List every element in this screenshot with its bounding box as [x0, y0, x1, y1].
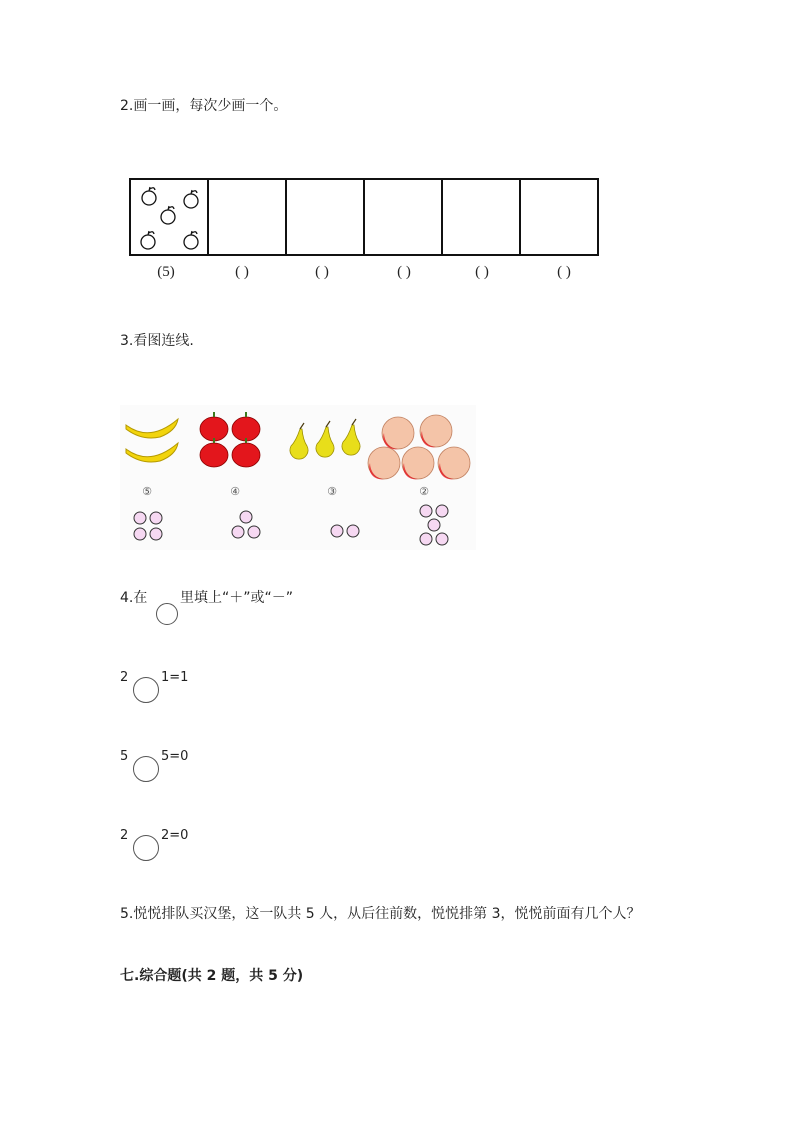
number-label-3: ③ [327, 485, 337, 498]
cell-label-3[interactable]: ( ) [315, 264, 329, 280]
q5-text: 5.悦悦排队买汉堡，这一队共 5 人，从后往前数，悦悦排第 3，悦悦前面有几个人？ [120, 906, 641, 922]
drawing-cell-5[interactable] [443, 180, 521, 254]
number-label-4: ② [419, 485, 429, 498]
expr-3-left: 2 [120, 828, 129, 843]
q4-title-prefix: 4.在 [120, 590, 148, 606]
apple-outline-icon [142, 187, 156, 205]
operator-blank-1[interactable] [133, 677, 159, 703]
cell-label-6[interactable]: ( ) [557, 264, 571, 280]
expr-2-right: 5=0 [161, 749, 189, 764]
expr-2-left: 5 [120, 749, 129, 764]
apple-outline-icon [141, 231, 155, 249]
apple-outline-icon [184, 190, 198, 208]
drawing-cell-4[interactable] [365, 180, 443, 254]
matching-picture [120, 405, 476, 550]
cell-label-2[interactable]: ( ) [235, 264, 249, 280]
section-7-title: 七.综合题(共 2 题，共 5 分) [120, 968, 304, 984]
drawing-cell-6[interactable] [521, 180, 597, 254]
apple-outline-icon [184, 231, 198, 249]
drawing-box-row [129, 178, 599, 256]
cell-label-4[interactable]: ( ) [397, 264, 411, 280]
expr-3-right: 2=0 [161, 828, 189, 843]
expr-1-right: 1=1 [161, 670, 189, 685]
drawing-cell-2[interactable] [209, 180, 287, 254]
cell-label-5[interactable]: ( ) [475, 264, 489, 280]
q4-title-suffix: 里填上“＋”或“－” [180, 590, 294, 606]
q2-title: 2.画一画，每次少画一个。 [120, 98, 288, 114]
number-label-2: ④ [230, 485, 240, 498]
operator-blank-2[interactable] [133, 756, 159, 782]
drawing-cell-3[interactable] [287, 180, 365, 254]
number-label-1: ⑤ [142, 485, 152, 498]
q3-title: 3.看图连线. [120, 333, 194, 349]
expr-1-left: 2 [120, 670, 129, 685]
drawing-cell-apples [131, 180, 209, 254]
apple-outline-group [133, 180, 207, 254]
cell-label-1: (5) [157, 264, 175, 280]
operator-blank-3[interactable] [133, 835, 159, 861]
apple-outline-icon [161, 206, 175, 224]
legend-circle-icon [156, 603, 178, 625]
